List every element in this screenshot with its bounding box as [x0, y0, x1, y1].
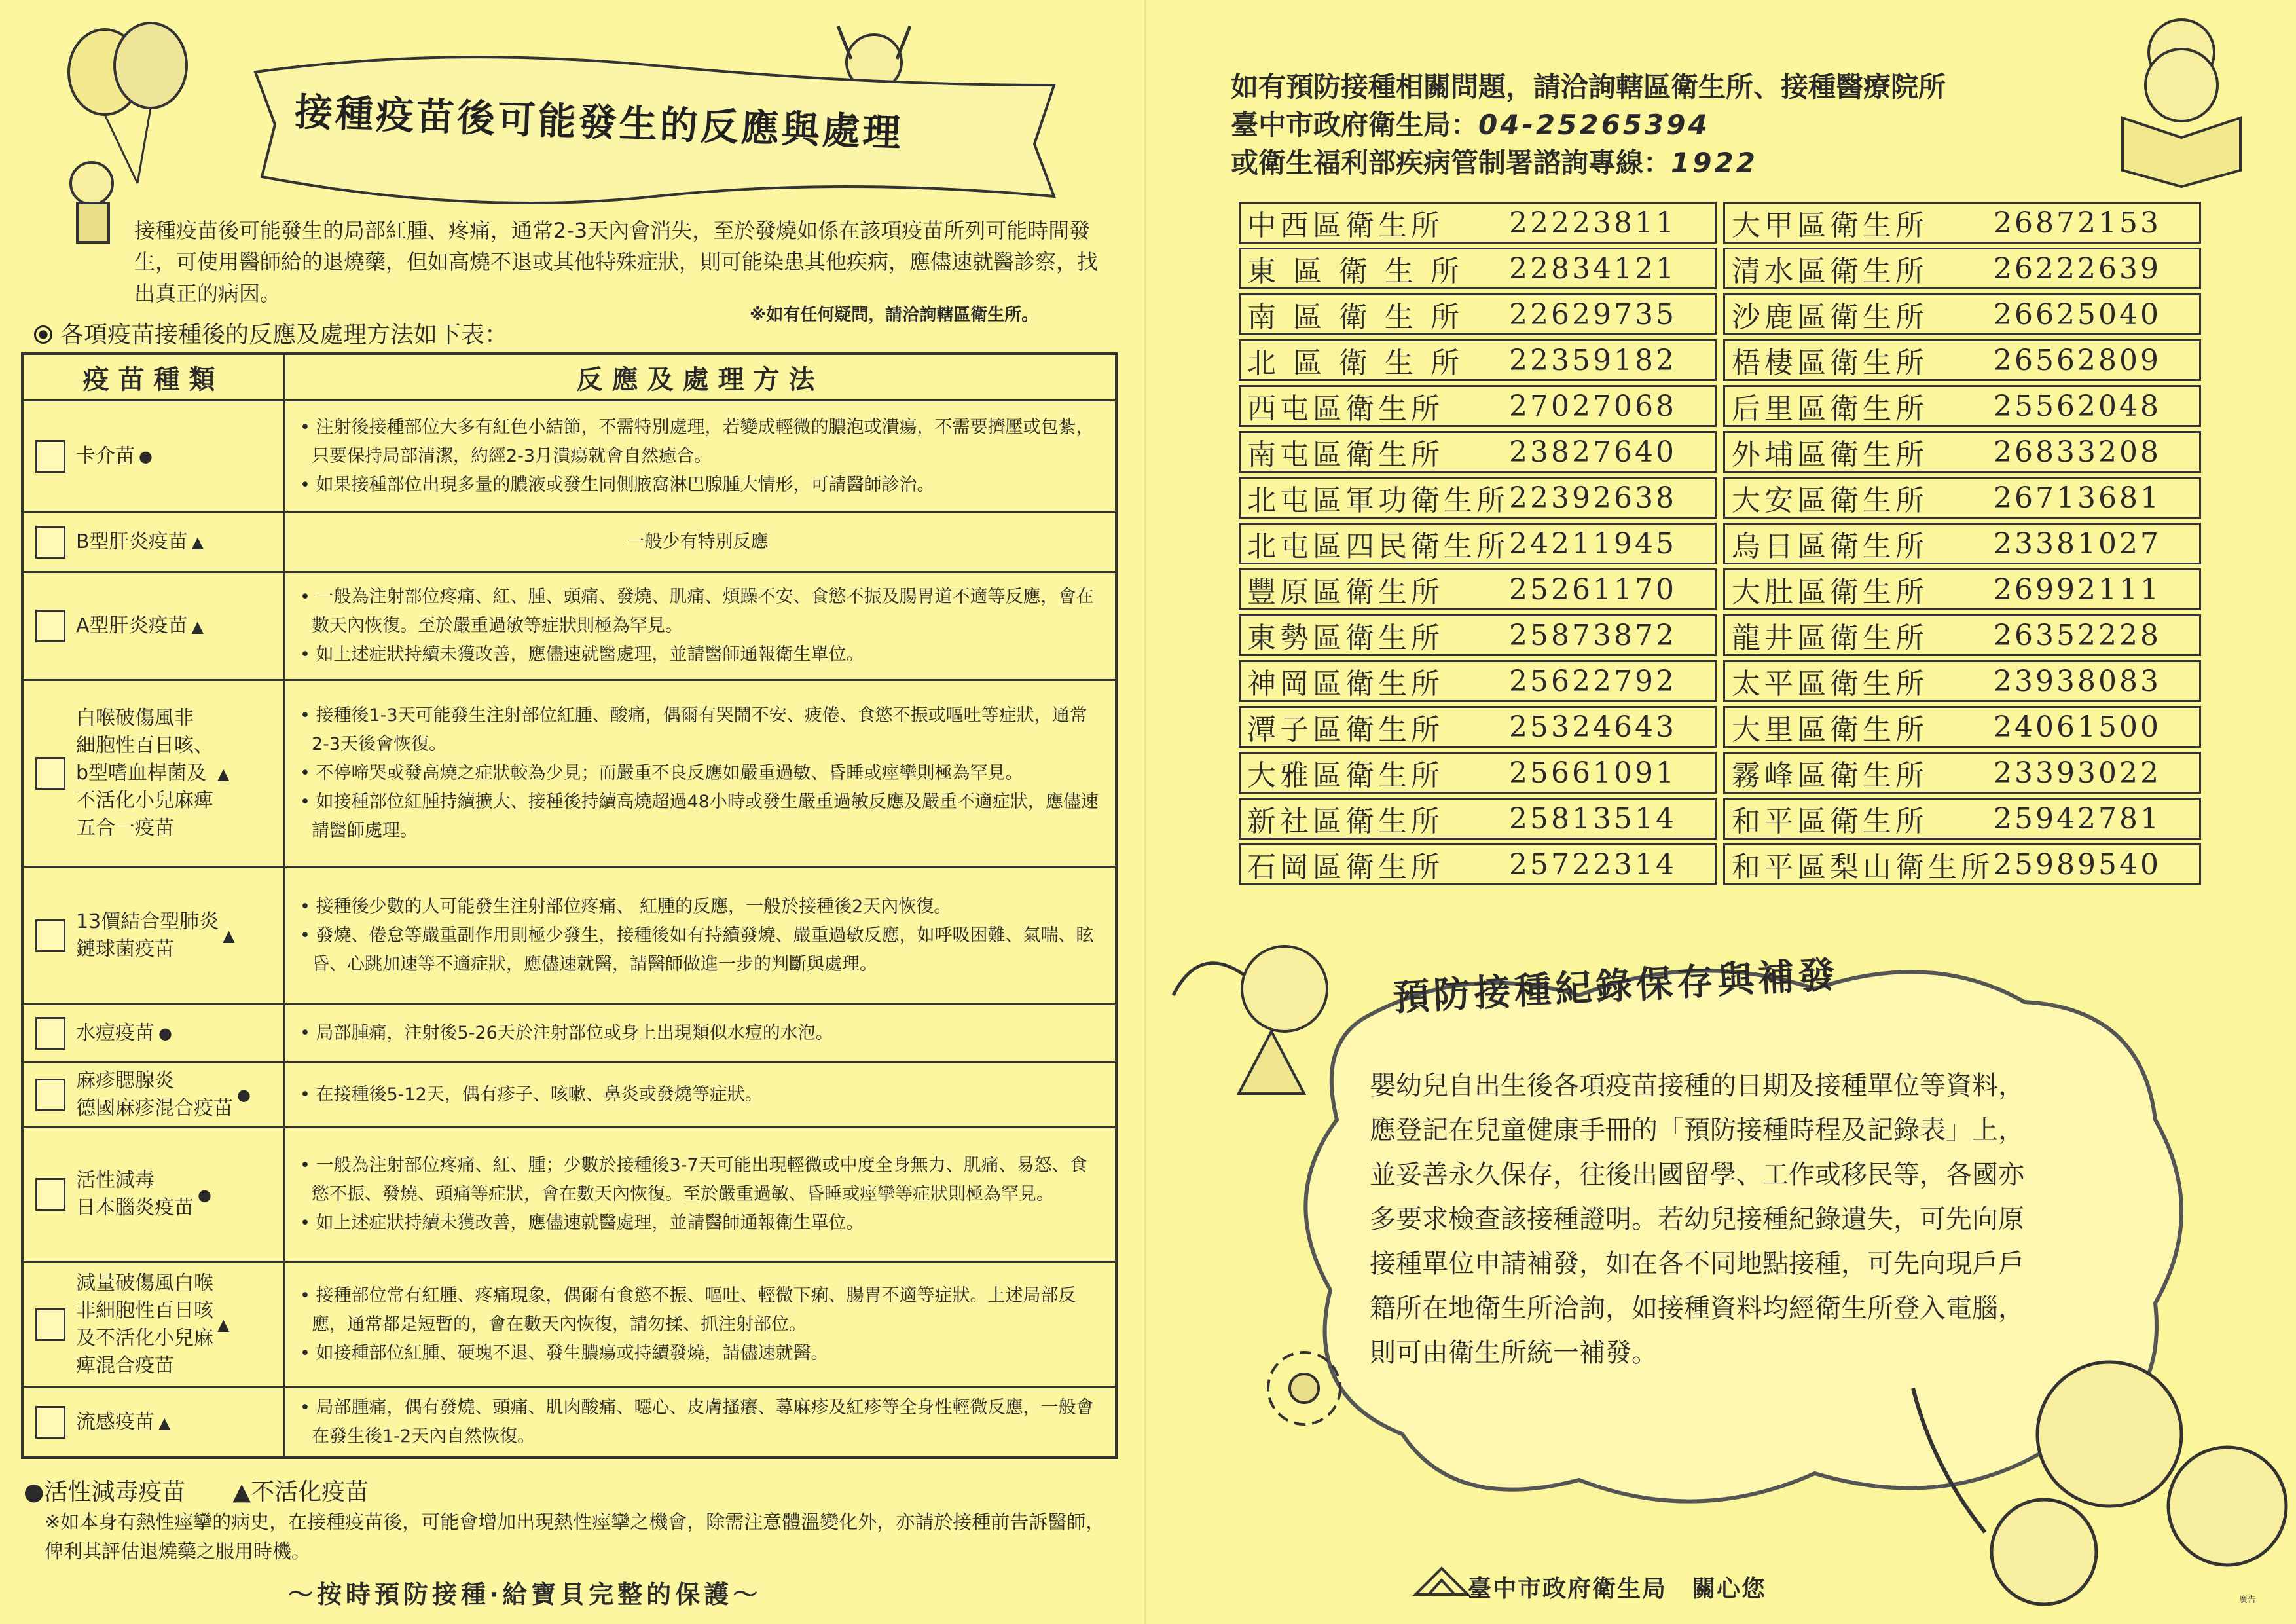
vaccine-row [22, 1262, 1116, 1388]
station-name: 東勢區衛生所 [1247, 621, 1444, 655]
station-phone: 26625040 [1994, 297, 2161, 331]
reaction-line [295, 1209, 1101, 1238]
vaccine-name-cell [22, 1388, 285, 1458]
reaction-cell [285, 1062, 1117, 1128]
list-title-text: 各項疫苗接種後的反應及處理方法如下表： [60, 322, 509, 348]
vaccine-name: 13價結合型肺炎 鏈球菌疫苗 [76, 910, 219, 961]
vaccine-row [22, 867, 1116, 1005]
station-name: 后里區衛生所 [1732, 392, 1928, 426]
vaccine-checkbox[interactable] [35, 919, 65, 952]
header-vaccine: 疫苗種類 [22, 354, 285, 401]
station-name: 霧峰區衛生所 [1732, 759, 1928, 792]
station-phone: 23393022 [1994, 756, 2161, 790]
reaction-line [295, 921, 1101, 979]
bullet-icon: • [300, 792, 316, 812]
station-name: 大安區衛生所 [1732, 484, 1928, 517]
station-phone: 26562809 [1994, 343, 2161, 377]
station-entry [1723, 706, 2201, 748]
station-phone: 25722314 [1509, 847, 1677, 881]
health-bureau-phone: 04-25265394 [1478, 109, 1710, 141]
reaction-line [295, 471, 1101, 500]
vaccine-type-mark: ● [158, 1024, 172, 1043]
station-entry [1239, 660, 1717, 702]
reaction-line [295, 640, 1101, 669]
vaccine-legend: ●活性減毒疫苗 ▲不活化疫苗 [24, 1479, 369, 1505]
station-name: 南屯區衛生所 [1247, 438, 1444, 471]
reaction-text: 在接種後5-12天，偶有疹子、咳嗽、鼻炎或發燒等症狀。 [316, 1084, 763, 1105]
vaccine-name: A型肝炎疫苗 [76, 614, 188, 637]
vaccine-name: 減量破傷風白喉 非細胞性百日咳 及不活化小兒麻 痺混合疫苗 [76, 1271, 213, 1377]
reaction-text: 局部腫痛，偶有發燒、頭痛、肌肉酸痛、噁心、皮膚搔癢、蕁麻疹及紅疹等全身性輕微反應，一般會在發生後1-2天內自然恢復。 [312, 1397, 1094, 1447]
reaction-line [295, 1080, 1101, 1109]
bullet-icon: • [300, 763, 316, 783]
reaction-text: 如上述症狀持續未獲改善，應儘速就醫處理，並請醫師通報衛生單位。 [316, 1213, 864, 1233]
bullet-icon: • [300, 474, 316, 495]
reaction-line [295, 788, 1101, 845]
station-entry [1239, 523, 1717, 564]
station-name: 豐原區衛生所 [1247, 576, 1444, 609]
station-entry [1723, 339, 2201, 381]
vaccine-type-mark: ▲ [217, 764, 230, 783]
station-name: 梧棲區衛生所 [1732, 346, 1928, 380]
station-phone: 25622792 [1509, 664, 1677, 698]
reaction-text: 不停啼哭或發高燒之症狀較為少見；而嚴重不良反應如嚴重過敏、昏睡或痙攣則極為罕見。 [316, 763, 1023, 783]
family-illustration [1893, 1336, 2296, 1624]
station-phone: 23827640 [1509, 435, 1677, 469]
contact-line-3 [1231, 144, 1946, 182]
vaccine-checkbox[interactable] [35, 1406, 65, 1439]
station-name: 太平區衛生所 [1732, 667, 1928, 701]
station-phone: 24211945 [1509, 526, 1677, 561]
station-name: 北屯區軍功衛生所 [1247, 484, 1509, 517]
vaccine-checkbox[interactable] [35, 757, 65, 790]
station-name: 新社區衛生所 [1247, 805, 1444, 838]
vaccine-checkbox[interactable] [35, 1017, 65, 1050]
vaccine-row [22, 1005, 1116, 1062]
station-phone: 24061500 [1994, 710, 2161, 744]
station-name: 中西區衛生所 [1247, 209, 1444, 242]
vaccine-name-cell [22, 1262, 285, 1388]
station-name: 北屯區四民衛生所 [1247, 530, 1509, 563]
bullet-icon: • [300, 1285, 316, 1306]
vaccine-type-mark: ▲ [158, 1413, 171, 1432]
station-entry [1723, 568, 2201, 610]
station-name: 外埔區衛生所 [1732, 438, 1928, 471]
station-entry [1239, 843, 1717, 885]
station-phone: 26992111 [1994, 572, 2161, 606]
vaccine-table-body [22, 401, 1116, 1458]
record-section-body: 嬰幼兒自出生後各項疫苗接種的日期及接種單位等資料，應登記在兒童健康手冊的「預防接種時程及記錄表」上，並妥善永久保存，往後出國留學、工作或移民等，各國亦多要求檢查該接種證明。若幼兒接種紀錄遺失，可先向原接種單位申請補發，如在各不同地點接種，可先向現戶戶籍所在地衛生所洽詢，如接種資料均經衛生所登入電腦，則可由衛生所統一補發。 [1370, 1071, 2024, 1368]
station-phone: 22359182 [1509, 343, 1677, 377]
vaccine-row [22, 572, 1116, 680]
station-entry [1239, 248, 1717, 289]
station-phone: 26713681 [1994, 481, 2161, 515]
station-name: 北 區 衛 生 所 [1247, 346, 1463, 380]
station-entry [1723, 202, 2201, 244]
station-phone: 25261170 [1509, 572, 1677, 606]
bullet-icon: • [300, 1213, 316, 1233]
record-section-title: 預防接種紀錄保存與補發 [1392, 953, 1840, 1020]
reaction-cell [285, 867, 1117, 1005]
bullet-icon: • [300, 1084, 316, 1105]
bullet-icon: • [300, 644, 316, 665]
reaction-line [295, 1393, 1101, 1451]
list-title [34, 316, 508, 350]
station-phone: 25562048 [1994, 389, 2161, 423]
station-phone: 27027068 [1509, 389, 1677, 423]
bullet-icon: • [300, 1155, 316, 1175]
vaccine-checkbox[interactable] [35, 610, 65, 642]
slogan: ～按時預防接種‧給寶貝完整的保護～ [288, 1580, 762, 1609]
vaccine-checkbox[interactable] [35, 440, 65, 473]
reaction-line [295, 893, 1101, 921]
station-name: 龍井區衛生所 [1732, 621, 1928, 655]
station-phone: 23938083 [1994, 664, 2161, 698]
station-entry [1239, 202, 1717, 244]
footer-signature: 臺中市政府衛生局 關心您 [1468, 1576, 1767, 1602]
vaccine-checkbox[interactable] [35, 1178, 65, 1211]
station-phone: 25942781 [1994, 802, 2161, 836]
header-reaction: 反應及處理方法 [285, 354, 1117, 401]
ad-tag: 廣告 [2239, 1595, 2257, 1605]
vaccine-name: 麻疹腮腺炎 德國麻疹混合疫苗 [76, 1069, 233, 1120]
station-name: 石岡區衛生所 [1247, 851, 1444, 884]
station-entry [1723, 293, 2201, 335]
reaction-line [295, 759, 1101, 788]
station-phone: 23381027 [1994, 526, 2161, 561]
vaccine-row [22, 1388, 1116, 1458]
vaccine-name-cell [22, 1062, 285, 1128]
reaction-cell [285, 401, 1117, 512]
left-page [0, 0, 1147, 1624]
intro-paragraph: 接種疫苗後可能發生的局部紅腫、疼痛，通常2-3天內會消失，至於發燒如係在該項疫苗所列可能時間發生，可使用醫師給的退燒藥，但如高燒不退或其他特殊症狀，則可能染患其他疾病，應儘速就醫診察，找出真正的病因。 [134, 218, 1099, 306]
station-phone: 22392638 [1509, 481, 1677, 515]
bullet-icon: • [300, 1397, 316, 1418]
reaction-cell [285, 680, 1117, 867]
vaccine-row [22, 401, 1116, 512]
contact-line-1: 如有預防接種相關問題，請洽詢轄區衛生所、接種醫療院所 [1231, 71, 1946, 103]
station-entry [1239, 798, 1717, 840]
bullet-icon: • [300, 416, 316, 437]
station-phone: 26352228 [1994, 618, 2161, 652]
station-entry [1723, 843, 2201, 885]
vaccine-name: 活性減毒 日本腦炎疫苗 [76, 1169, 194, 1219]
station-name: 清水區衛生所 [1732, 255, 1928, 288]
reaction-line [295, 1282, 1101, 1339]
contact-block [1231, 68, 1946, 182]
vaccine-name-cell [22, 867, 285, 1005]
reaction-cell [285, 572, 1117, 680]
station-name: 西屯區衛生所 [1247, 392, 1444, 426]
vaccine-name: 卡介苗 [76, 444, 135, 468]
intro-note: ※如有任何疑問，請洽詢轄區衛生所。 [750, 305, 1039, 325]
reaction-text: 如接種部位紅腫持續擴大、接種後持續高燒超過48小時或發生嚴重過敏反應及嚴重不適症狀，應儘速請醫師處理。 [312, 792, 1099, 841]
station-name: 神岡區衛生所 [1247, 667, 1444, 701]
bullet-icon: • [300, 587, 316, 607]
station-name: 大里區衛生所 [1732, 713, 1928, 747]
reaction-text: 注射後接種部位大多有紅色小結節，不需特別處理，若變成輕微的膿泡或潰瘍，不需要擠壓或包紮，只要保持局部清潔，約經2-3月潰瘍就會自然癒合。 [312, 416, 1094, 466]
febrile-seizure-note: ※如本身有熱性痙攣的病史，在接種疫苗後，可能會增加出現熱性痙攣之機會，除需注意體溫變化外，亦請於接種前告訴醫師，俾利其評估退燒藥之服用時機。 [45, 1511, 1105, 1562]
station-entry [1239, 293, 1717, 335]
reaction-cell [285, 512, 1117, 572]
reaction-text: 發燒、倦怠等嚴重副作用則極少發生，接種後如有持續發燒、嚴重過敏反應，如呼吸困難、氣喘、眩昏、心跳加速等不適症狀，應儘速就醫，請醫師做進一步的判斷與處理。 [312, 925, 1094, 974]
vaccine-name: B型肝炎疫苗 [76, 530, 188, 553]
station-entry [1239, 339, 1717, 381]
reaction-line [295, 1339, 1101, 1368]
contact-line-2 [1231, 106, 1946, 144]
vaccine-name: 流感疫苗 [76, 1411, 155, 1433]
bullet-icon: • [300, 705, 316, 726]
station-name: 大雅區衛生所 [1247, 759, 1444, 792]
reaction-text: 接種後1-3天可能發生注射部位紅腫、酸痛，偶爾有哭鬧不安、疲倦、食慾不振或嘔吐等症狀，通常2-3天後會恢復。 [312, 705, 1087, 754]
reaction-text: 接種部位常有紅腫、疼痛現象，偶爾有食慾不振、嘔吐、輕微下痢、腸胃不適等症狀。上述局部反應，通常都是短暫的，會在數天內恢復，請勿揉、抓注射部位。 [312, 1285, 1076, 1335]
station-name: 大肚區衛生所 [1732, 576, 1928, 609]
vaccine-row [22, 1062, 1116, 1128]
station-entry [1723, 385, 2201, 427]
vaccine-type-mark: ● [139, 447, 153, 466]
station-name: 潭子區衛生所 [1247, 713, 1444, 747]
reaction-cell [285, 1388, 1117, 1458]
station-phone: 25989540 [1994, 847, 2161, 881]
vaccine-name-cell [22, 1128, 285, 1262]
reading-girl-illustration [2109, 13, 2253, 190]
reaction-text: 接種後少數的人可能發生注射部位疼痛、 紅腫的反應，一般於接種後2天內恢復。 [316, 896, 952, 917]
reaction-line [295, 1019, 1101, 1048]
health-bureau-label: 臺中市政府衛生局： [1231, 109, 1479, 141]
station-entry [1723, 523, 2201, 564]
station-name: 沙鹿區衛生所 [1732, 301, 1928, 334]
station-name: 大甲區衛生所 [1732, 209, 1928, 242]
cdc-hotline-label: 或衛生福利部疾病管制署諮詢專線： [1231, 147, 1671, 179]
reaction-line [295, 1151, 1101, 1209]
station-phone: 22629735 [1509, 297, 1677, 331]
station-name: 南 區 衛 生 所 [1247, 301, 1463, 334]
reaction-text: 如果接種部位出現多量的膿液或發生同側腋窩淋巴腺腫大情形，可請醫師診治。 [316, 474, 935, 495]
health-station-directory [1239, 202, 2201, 885]
station-phone: 25324643 [1509, 710, 1677, 744]
station-phone: 22834121 [1509, 251, 1677, 286]
station-phone: 25813514 [1509, 802, 1677, 836]
reaction-text: 局部腫痛，注射後5-26天於注射部位或身上出現類似水痘的水泡。 [316, 1022, 833, 1043]
banner-title: 接種疫苗後可能發生的反應與處理 [293, 89, 904, 156]
station-phone: 26833208 [1994, 435, 2161, 469]
station-entry [1239, 568, 1717, 610]
vaccine-checkbox[interactable] [35, 1308, 65, 1341]
bullet-icon [34, 325, 52, 344]
bullet-icon: • [300, 1342, 316, 1363]
reaction-line [295, 583, 1101, 640]
vaccine-type-mark: ▲ [191, 533, 204, 551]
station-phone: 26872153 [1994, 206, 2161, 240]
health-bureau-logo [1415, 1562, 1468, 1601]
vaccine-name-cell [22, 1005, 285, 1062]
station-entry [1239, 385, 1717, 427]
vaccine-type-mark: ● [198, 1185, 211, 1204]
reaction-text: 如上述症狀持續未獲改善，應儘速就醫處理，並請醫師通報衛生單位。 [316, 644, 864, 665]
reaction-line [295, 413, 1101, 471]
vaccine-name-cell [22, 401, 285, 512]
station-entry [1723, 614, 2201, 656]
station-entry [1723, 431, 2201, 473]
vaccine-type-mark: ● [237, 1086, 251, 1104]
station-entry [1239, 477, 1717, 519]
vaccine-row [22, 680, 1116, 867]
reaction-cell [285, 1005, 1117, 1062]
station-phone: 25873872 [1509, 618, 1677, 652]
reaction-cell [285, 1128, 1117, 1262]
reaction-text: 一般為注射部位疼痛、紅、腫、頭痛、發燒、肌痛、煩躁不安、食慾不振及腸胃道不適等反應，會在數天內恢復。至於嚴重過敏等症狀則極為罕見。 [312, 587, 1094, 636]
station-phone: 25661091 [1509, 756, 1677, 790]
reaction-cell [285, 1262, 1117, 1388]
station-entry [1723, 660, 2201, 702]
station-entry [1239, 706, 1717, 748]
vaccine-type-mark: ▲ [191, 617, 204, 636]
vaccine-name: 水痘疫苗 [76, 1021, 155, 1044]
vaccine-row [22, 1128, 1116, 1262]
station-phone: 22223811 [1509, 206, 1677, 240]
right-page [1147, 0, 2296, 1624]
vaccine-checkbox[interactable] [35, 526, 65, 559]
reaction-text: 一般少有特別反應 [627, 531, 769, 552]
vaccine-name-cell [22, 572, 285, 680]
reaction-line [295, 701, 1101, 759]
vaccine-table [21, 352, 1118, 1459]
station-name: 烏日區衛生所 [1732, 530, 1928, 563]
station-entry [1723, 752, 2201, 794]
bullet-icon: • [300, 896, 316, 917]
station-name: 和平區衛生所 [1732, 805, 1928, 838]
vaccine-type-mark: ▲ [217, 1316, 230, 1334]
station-phone: 26222639 [1994, 251, 2161, 286]
vaccine-row [22, 512, 1116, 572]
reaction-text: 如接種部位紅腫、硬塊不退、發生膿瘍或持續發燒，請儘速就醫。 [316, 1342, 829, 1363]
station-entry [1723, 798, 2201, 840]
vaccine-name-cell [22, 680, 285, 867]
bullet-icon: • [300, 1022, 316, 1043]
reaction-text: 一般為注射部位疼痛、紅、腫；少數於接種後3-7天可能出現輕微或中度全身無力、肌痛、易怒、食慾不振、發燒、頭痛等症狀，會在數天內恢復。至於嚴重過敏、昏睡或痙攣等症狀則極為罕見。 [312, 1155, 1087, 1204]
vaccine-name: 白喉破傷風非 細胞性百日咳、 b型嗜血桿菌及 不活化小兒麻痺 五合一疫苗 [76, 707, 213, 840]
station-name: 東 區 衛 生 所 [1247, 255, 1463, 288]
vaccine-type-mark: ▲ [223, 927, 235, 945]
cdc-hotline-phone: 1922 [1671, 147, 1758, 179]
station-entry [1239, 614, 1717, 656]
station-entry [1723, 248, 2201, 289]
station-entry [1723, 477, 2201, 519]
station-entry [1239, 431, 1717, 473]
station-name: 和平區梨山衛生所 [1732, 851, 1994, 884]
station-entry [1239, 752, 1717, 794]
vaccine-name-cell [22, 512, 285, 572]
vaccine-checkbox[interactable] [35, 1079, 65, 1111]
flower-icon [1258, 1342, 1350, 1434]
bullet-icon: • [300, 925, 316, 946]
